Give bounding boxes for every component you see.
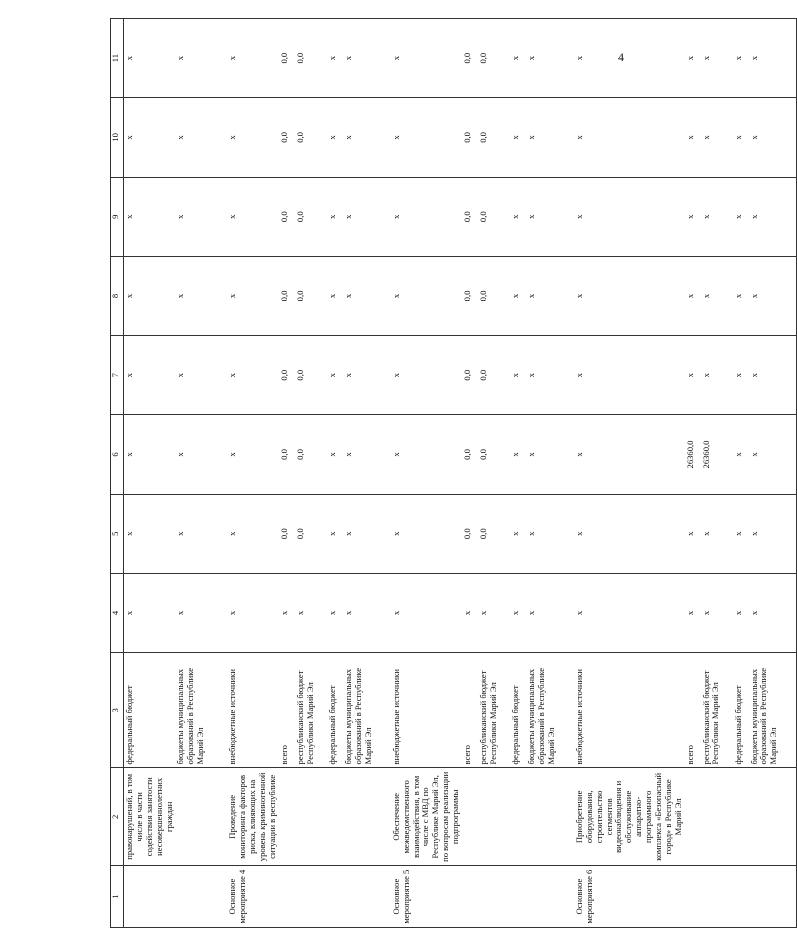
value-cell: x	[701, 494, 733, 573]
value-cell: x	[574, 494, 685, 573]
value-cell: 0,0	[295, 19, 327, 98]
value-cell: x	[685, 573, 701, 652]
measure-label	[462, 866, 478, 928]
measure-description	[327, 768, 343, 866]
column-header-8: 8	[111, 256, 124, 335]
measure-label	[295, 866, 327, 928]
value-cell: x	[733, 98, 749, 177]
value-cell: x	[279, 573, 295, 652]
measure-description	[749, 768, 797, 866]
value-cell: x	[478, 573, 510, 652]
value-cell: x	[749, 336, 797, 415]
value-cell: x	[343, 336, 391, 415]
page-number: 4	[618, 50, 624, 64]
table-row	[175, 19, 227, 928]
value-cell: x	[391, 415, 462, 494]
value-cell: x	[327, 336, 343, 415]
value-cell: x	[526, 494, 574, 573]
measure-label	[343, 866, 391, 928]
funding-source: республиканский бюджет Республики Марий Эл	[478, 653, 510, 768]
measure-label	[279, 866, 295, 928]
value-cell: x	[175, 336, 227, 415]
table-body	[124, 19, 797, 928]
value-cell: x	[526, 19, 574, 98]
measure-description	[685, 768, 701, 866]
measure-description	[733, 768, 749, 866]
funding-source: всего	[462, 653, 478, 768]
value-cell: x	[510, 494, 526, 573]
measure-description	[526, 768, 574, 866]
funding-source: бюджеты муниципальных образований в Республике Марий Эл	[749, 653, 797, 768]
measure-label	[510, 866, 526, 928]
funding-source: внебюджетные источники	[574, 653, 685, 768]
measure-description	[510, 768, 526, 866]
measure-description: Обеспечение межведомственного взаимодействия, в том числе с МВД по Республике Марий Эл, по вопросам реализации подпрограммы	[391, 768, 462, 866]
value-cell: x	[227, 19, 278, 98]
value-cell: x	[574, 98, 685, 177]
measure-label	[701, 866, 733, 928]
value-cell: 0,0	[279, 177, 295, 256]
table-row	[327, 19, 343, 928]
table-row	[343, 19, 391, 928]
measure-label: Основное мероприятие 4	[227, 866, 278, 928]
value-cell: x	[124, 573, 176, 652]
value-cell: 0,0	[462, 98, 478, 177]
value-cell: x	[685, 494, 701, 573]
value-cell: x	[701, 98, 733, 177]
measure-description	[343, 768, 391, 866]
measure-label	[327, 866, 343, 928]
value-cell: x	[343, 573, 391, 652]
column-header-1: 1	[111, 866, 124, 928]
value-cell: x	[343, 415, 391, 494]
value-cell: x	[391, 19, 462, 98]
value-cell: x	[175, 177, 227, 256]
value-cell: x	[733, 256, 749, 335]
value-cell: 0,0	[462, 177, 478, 256]
value-cell: x	[175, 19, 227, 98]
table-row	[749, 19, 797, 928]
table-row	[733, 19, 749, 928]
value-cell: x	[526, 573, 574, 652]
value-cell: x	[701, 336, 733, 415]
value-cell: x	[749, 256, 797, 335]
column-header-5: 5	[111, 494, 124, 573]
value-cell: 0,0	[478, 336, 510, 415]
value-cell: x	[574, 573, 685, 652]
value-cell: x	[749, 415, 797, 494]
measure-label	[749, 866, 797, 928]
value-cell: x	[227, 177, 278, 256]
value-cell: 0,0	[478, 177, 510, 256]
funding-source: бюджеты муниципальных образований в Республике Марий Эл	[175, 653, 227, 768]
value-cell: x	[701, 573, 733, 652]
column-header-3: 3	[111, 653, 124, 768]
value-cell: x	[327, 256, 343, 335]
budget-table-rotated	[110, 18, 779, 928]
value-cell: x	[227, 415, 278, 494]
measure-description	[478, 768, 510, 866]
table-row	[701, 19, 733, 928]
value-cell: 0,0	[279, 19, 295, 98]
table-row	[526, 19, 574, 928]
funding-source: федеральный бюджет	[124, 653, 176, 768]
measure-description: правонарушений, в том числе в части содействия занятости несовершеннолетних граждан	[124, 768, 176, 866]
funding-source: республиканский бюджет Республики Марий Эл	[295, 653, 327, 768]
funding-source: внебюджетные источники	[391, 653, 462, 768]
value-cell: x	[701, 177, 733, 256]
value-cell: x	[391, 177, 462, 256]
value-cell: 0,0	[295, 98, 327, 177]
value-cell: 0,0	[279, 494, 295, 573]
value-cell: x	[175, 573, 227, 652]
value-cell: x	[343, 177, 391, 256]
table-row	[510, 19, 526, 928]
value-cell: 0,0	[478, 415, 510, 494]
value-cell: x	[733, 573, 749, 652]
value-cell: x	[685, 19, 701, 98]
value-cell: x	[733, 415, 749, 494]
column-header-11: 11	[111, 19, 124, 98]
value-cell: x	[685, 98, 701, 177]
value-cell: 0,0	[462, 415, 478, 494]
value-cell: x	[574, 415, 685, 494]
value-cell: x	[327, 494, 343, 573]
column-header-2: 2	[111, 768, 124, 866]
value-cell: x	[175, 415, 227, 494]
value-cell: x	[124, 177, 176, 256]
table-row	[279, 19, 295, 928]
value-cell: x	[227, 256, 278, 335]
value-cell: x	[510, 19, 526, 98]
measure-description	[701, 768, 733, 866]
value-cell: x	[343, 494, 391, 573]
value-cell: x	[175, 256, 227, 335]
value-cell: x	[327, 177, 343, 256]
value-cell: x	[124, 256, 176, 335]
value-cell: x	[685, 336, 701, 415]
value-cell: x	[733, 494, 749, 573]
value-cell: x	[510, 177, 526, 256]
value-cell: x	[124, 336, 176, 415]
funding-source: всего	[279, 653, 295, 768]
value-cell: x	[701, 19, 733, 98]
table-row	[124, 19, 176, 928]
value-cell: 0,0	[295, 415, 327, 494]
value-cell: x	[391, 336, 462, 415]
value-cell: x	[175, 98, 227, 177]
column-header-6: 6	[111, 415, 124, 494]
funding-source: внебюджетные источники	[227, 653, 278, 768]
value-cell: 0,0	[462, 19, 478, 98]
value-cell: x	[574, 336, 685, 415]
value-cell: x	[227, 573, 278, 652]
value-cell: x	[749, 19, 797, 98]
value-cell: 0,0	[295, 494, 327, 573]
column-header-10: 10	[111, 98, 124, 177]
value-cell: x	[391, 256, 462, 335]
value-cell: x	[510, 256, 526, 335]
measure-label	[124, 866, 176, 928]
value-cell: x	[391, 494, 462, 573]
value-cell: x	[749, 177, 797, 256]
budget-table	[110, 18, 797, 928]
value-cell: x	[574, 19, 685, 98]
column-header-4: 4	[111, 573, 124, 652]
table-row	[295, 19, 327, 928]
value-cell: x	[526, 256, 574, 335]
value-cell: x	[685, 256, 701, 335]
table-row	[391, 19, 462, 928]
value-cell: x	[526, 98, 574, 177]
value-cell: 0,0	[462, 336, 478, 415]
funding-source: республиканский бюджет Республики Марий Эл	[701, 653, 733, 768]
value-cell: 0,0	[295, 256, 327, 335]
value-cell: 0,0	[478, 256, 510, 335]
value-cell: x	[574, 177, 685, 256]
value-cell: x	[124, 98, 176, 177]
value-cell: x	[343, 19, 391, 98]
value-cell: 26360,0	[701, 415, 733, 494]
measure-description: Приобретение оборудования, строительство сегментов видеонаблюдения и обслуживание аппаратно-программного комплекса «Безопасный город» в Республике Марий Эл	[574, 768, 685, 866]
header-row	[111, 19, 124, 928]
value-cell: x	[733, 19, 749, 98]
value-cell: x	[227, 336, 278, 415]
measure-label	[478, 866, 510, 928]
measure-description: Проведение мониторинга факторов риска, влияющих на уровень криминогенной ситуации в республике	[227, 768, 278, 866]
value-cell: x	[391, 573, 462, 652]
value-cell: x	[749, 494, 797, 573]
funding-source: федеральный бюджет	[510, 653, 526, 768]
value-cell: x	[685, 177, 701, 256]
value-cell: x	[749, 573, 797, 652]
value-cell: x	[327, 98, 343, 177]
value-cell: x	[733, 177, 749, 256]
value-cell: 0,0	[462, 494, 478, 573]
measure-label: Основное мероприятие 6	[574, 866, 685, 928]
measure-description	[462, 768, 478, 866]
measure-description	[175, 768, 227, 866]
value-cell: 0,0	[295, 177, 327, 256]
value-cell: x	[749, 98, 797, 177]
value-cell: x	[526, 336, 574, 415]
measure-label: Основное мероприятие 5	[391, 866, 462, 928]
value-cell: x	[343, 98, 391, 177]
value-cell: x	[526, 177, 574, 256]
measure-description	[279, 768, 295, 866]
measure-label	[526, 866, 574, 928]
column-header-9: 9	[111, 177, 124, 256]
value-cell: 0,0	[279, 415, 295, 494]
value-cell: x	[175, 494, 227, 573]
value-cell: x	[391, 98, 462, 177]
value-cell: x	[124, 415, 176, 494]
value-cell: x	[327, 415, 343, 494]
funding-source: всего	[685, 653, 701, 768]
value-cell: 0,0	[478, 19, 510, 98]
value-cell: x	[124, 19, 176, 98]
funding-source: федеральный бюджет	[327, 653, 343, 768]
table-row	[685, 19, 701, 928]
value-cell: x	[510, 98, 526, 177]
funding-source: бюджеты муниципальных образований в Республике Марий Эл	[526, 653, 574, 768]
value-cell: x	[526, 415, 574, 494]
value-cell: x	[227, 494, 278, 573]
funding-source: бюджеты муниципальных образований в Республике Марий Эл	[343, 653, 391, 768]
column-header-7: 7	[111, 336, 124, 415]
value-cell: 0,0	[478, 494, 510, 573]
value-cell: x	[343, 256, 391, 335]
measure-description	[295, 768, 327, 866]
measure-label	[175, 866, 227, 928]
measure-label	[733, 866, 749, 928]
value-cell: 26360,0	[685, 415, 701, 494]
value-cell: x	[227, 98, 278, 177]
table-row	[462, 19, 478, 928]
table-row	[227, 19, 278, 928]
table-row	[574, 19, 685, 928]
value-cell: 0,0	[279, 98, 295, 177]
value-cell: x	[124, 494, 176, 573]
value-cell: x	[510, 573, 526, 652]
value-cell: x	[295, 573, 327, 652]
value-cell: 0,0	[462, 256, 478, 335]
measure-label	[685, 866, 701, 928]
value-cell: x	[701, 256, 733, 335]
value-cell: x	[510, 336, 526, 415]
value-cell: x	[733, 336, 749, 415]
value-cell: x	[510, 415, 526, 494]
value-cell: 0,0	[279, 336, 295, 415]
value-cell: 0,0	[295, 336, 327, 415]
value-cell: x	[462, 573, 478, 652]
value-cell: x	[574, 256, 685, 335]
funding-source: федеральный бюджет	[733, 653, 749, 768]
value-cell: 0,0	[478, 98, 510, 177]
value-cell: x	[327, 19, 343, 98]
value-cell: 0,0	[279, 256, 295, 335]
table-row	[478, 19, 510, 928]
value-cell: x	[327, 573, 343, 652]
